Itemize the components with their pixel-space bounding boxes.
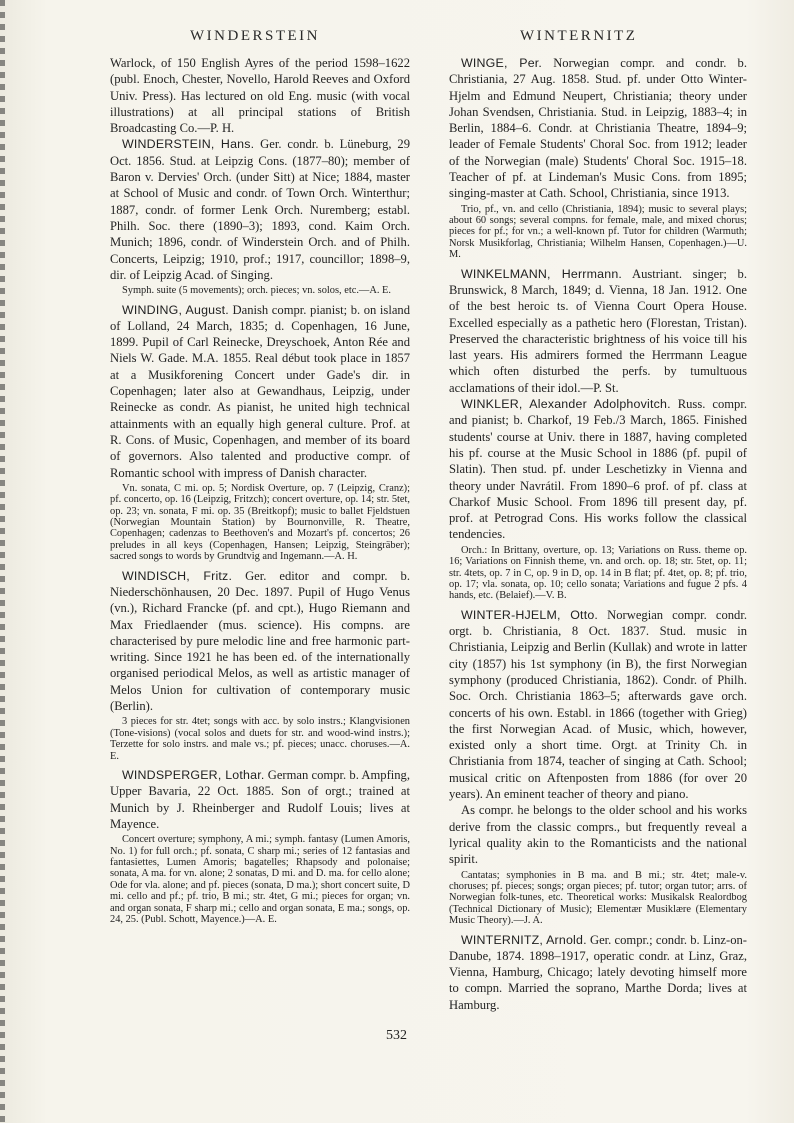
entry-headword: WINDISCH, Fritz. (122, 568, 233, 583)
dictionary-entry (449, 396, 747, 543)
dictionary-entry (110, 767, 410, 832)
entry-text: Ger. condr. b. Lüneburg, 29 Oct. 1856. Stud. at Leipzig Cons. (1877–80); member of Baron v. Dervies' Orch. (under Sitt) at Nice; 1884, master at School of Music and condr. of Town Orch. Winterthur; 1887, condr. of former Lenk Orch. Nuremberg; establ. Philh. Soc. there (1890–3); 1893, cond. Kaim Orch. Munich; 1896, condr. of Winderstein Orch. and of Philh. Concerts, Leipzig; 1910, prof.; 1917, councillor; 1898–9, dir. of Leipzig Acad. of Singing. (110, 137, 411, 282)
entry-text: Ger. editor and compr. b. Niederschönhausen, 20 Dec. 1897. Pupil of Hugo Venus (vn.), Richard Francke (pf. and cpt.), Hugo Riemann and Max Friedlaender (mus. science). His compns. are characterised by pure melodic line and free harmonic part-writing. Since 1921 he has been ed. of the internationally organised periodical Melos, as well as artistic manager of Melos Union for cultivation of contemporary music (Berlin). (110, 568, 410, 714)
page-number: 532 (386, 1028, 407, 1043)
right-column (449, 55, 747, 1013)
entry-text: Norwegian compr. condr. orgt. b. Christiania, 8 Oct. 1837. Stud. music in Christiania, Leipzig and Berlin (Kullak) and wrote in latter city (1857) his 1st symphony (in B), the first Norwegian symphony (produced Christiania, 1862). Condr. of Philh. Soc. Orch. Christiania 1863–5; afterwards gave orch. concerts of his own. Establ. in 1866 (together with Grieg) the first Norwegian Acad. of Music, which, however, existed only a short time. Orgt. at Trinity Ch. in Christiania from 1874, teacher of singing at Cath. School; musical critic on Aftenposten from 1886 (for over 20 years). An eminent teacher of theory and piano. (449, 607, 747, 802)
entry-text: Vn. sonata, C mi. op. 5; Nordisk Overture, op. 7 (Leipzig, Cranz); pf. concerto, op. 16 (Leipzig, Fritzch); concert overture, op. 14; str. 5tet, op. 23; vn. sonata, F mi. op. 35 (Breitkopf); music to ballet Fjeldstuen (Norwegian Mountain Station) by Bournonville, R. Theatre, Copenhagen; cadenzas to Beethoven's and Mozart's pf. concertos; 26 preludes in all keys (Copenhagen, Hansen; Leipzig, Steingräber); sacred songs to words by Grundtvig and Ingemann.—A. H. (110, 482, 410, 563)
works-list (110, 716, 410, 762)
entry-headword: WINDSPERGER, Lothar. (122, 767, 265, 782)
entry-text: Norwegian compr. and condr. b. Christiania, 27 Aug. 1858. Stud. pf. under Otto Winter-Hjelm and Edmund Neupert, Christiania; theory under Johan Svendsen, Christiania. Stud. in Leipzig, 1883–4; in Berlin, 1884–6. Condr. at Christiania Theatre, 1894–9; leader of Female Students' Choral Soc. from 1912; leader of the Norwegian (male) Students' Choral Soc. 1915–18. Teacher of pf. at Lindeman's Music Cons. from 1895; singing-master at Cath. School, Christiania, since 1913. (449, 56, 748, 201)
dictionary-entry (110, 302, 410, 481)
works-list (449, 870, 747, 927)
entry-text: Trio, pf., vn. and cello (Christiania, 1894); music to several plays; about 60 songs; several compns. for female, male, and mixed chorus; pieces for pf.; for vn.; a well-known pf. Tutor for children (Warmuth; Norsk Musikforlag, Christiania; Wilhelm Hansen, Copenhagen.)—U. M. (449, 203, 747, 261)
entry-headword: WINGE, Per. (461, 56, 543, 70)
entry-continuation (110, 55, 410, 136)
running-head-right: WINTERNITZ (520, 28, 638, 44)
entry-text: Concert overture; symphony, A mi.; symph. fantasy (Lumen Amoris, No. 1) for full orch.; pf. sonata, C sharp mi.; series of 12 fantasias and fantasiettes, Lumen Amoris; bagatelles; Rhapsody and polonaise; sonata, A ma. for vn. alone; 2 sonatas, D mi. and D. ma. for cello alone; Ode for vla. alone; and pf. pieces (sonata, D ma.); short concert suite, D mi. cello and pf.; pf. trio, B mi.; str. 4tet, G mi.; pieces for organ; vn. and organ sonata, F sharp mi.; cello and organ sonata, E ma.; songs, op. 24, 25. (Publ. Schott, Mayence.)—A. E. (110, 834, 410, 925)
binding-edge (0, 0, 5, 1123)
works-list (110, 285, 410, 296)
dictionary-entry (449, 55, 747, 202)
entry-headword: WINDING, August. (122, 302, 229, 317)
entry-headword: WINTERNITZ, Arnold. (461, 932, 587, 947)
entry-text: Austriant. singer; b. Brunswick, 8 March, 1849; d. Vienna, 18 Jan. 1912. One of the best heroic ts. of Vienna Court Opera House. Excelled especially as a pathetic hero (Florestan, Tristan). Preserved the characteristic brightness of his voice till his last years. His admirers formed the Herrmann League which often disturbed the perfs. by tumultuous acclamations of their idol.—P. St. (449, 266, 747, 395)
entry-headword: WINDERSTEIN, Hans. (122, 137, 255, 152)
entry-text: As compr. he belongs to the older school and his works derive from the classic comprs., but frequently reveal a lyrical quality akin to the Romanticists and the national spirit. (449, 803, 747, 867)
entry-text: 3 pieces for str. 4tet; songs with acc. by solo instrs.; Klangvisionen (Tone-visions) (vocal solos and duets for str. and wood-wind instrs.); Terzette for solo instrs. and male vs.; pf. pieces; unacc. choruses.—A. E. (110, 716, 410, 762)
works-list (449, 204, 747, 261)
dictionary-entry (449, 607, 747, 803)
entry-headword: WINKLER, Alexander Adolphovitch. (461, 397, 671, 412)
entry-text: Orch.: In Brittany, overture, op. 13; Variations on Russ. theme op. 16; Variations on Finnish theme, vn. and orch. op. 18; str. 5tet, op. 11; str. 4tets, op. 7 in C, op. 9 in D, op. 14 in B flat; pf. 4tet, op. 8; pf. trio, op. 17; vla. sonata, op. 10; cello sonata; Variations and fugue 2 pfs. 4 hands, etc. (Belaief).—V. B. (449, 544, 747, 602)
entry-text: Russ. compr. and pianist; b. Charkof, 19 Feb./3 March, 1865. Finished students' course at Univ. there in 1887, having completed his pf. course at the Music School in 1886 (pf. pupil of Slatin). Then stud. pf. under Leschetizky in Vienna and theory under Navrátil. From 1890–6 prof. of pf. class at Charkof Music School. From 1896 till present day, pf. prof. at Petrograd Cons. His works follow the classical tendencies. (449, 397, 748, 542)
left-column (110, 55, 410, 930)
entry-text: Warlock, of 150 English Ayres of the period 1598–1622 (publ. Enoch, Chester, Novello, Harold Reeves and Oxford Univ. Press). Has lectured on old Eng. music (with vocal illustrations) at all principal stations of British Broadcasting Co.—P. H. (110, 56, 410, 136)
running-head-left: WINDERSTEIN (190, 28, 320, 44)
entry-headword: WINTER-HJELM, Otto. (461, 607, 599, 622)
works-list (110, 834, 410, 925)
dictionary-entry (110, 136, 410, 283)
dictionary-entry (110, 568, 410, 715)
dictionary-entry (449, 266, 747, 396)
dictionary-entry (449, 932, 747, 1013)
works-list (449, 545, 747, 602)
entry-text: Danish compr. pianist; b. on island of Lolland, 24 March, 1835; d. Copenhagen, 16 June, 1899. Pupil of Carl Reinecke, Dreyschoek, Anton Rée and Niels W. Gade. M.A. 1855. Real début took place in 1857 at a Musikforening Concert under Gade's dir. in Copenhagen; later also at Gewandhaus, Leipzig, under Reinecke as condr. As pianist, he united high technical attainments with an equally high general culture. Prof. at R. Cons. of Music, Copenhagen, and member of its board of governors. Also talented and productive compr. of Romantic school with impress of Danish character. (110, 302, 410, 480)
entry-text: Symph. suite (5 movements); orch. pieces; vn. solos, etc.—A. E. (122, 285, 391, 297)
works-list (110, 483, 410, 563)
entry-text: Cantatas; symphonies in B ma. and B mi.; str. 4tet; male-v. choruses; pf. pieces; songs; organ pieces; pf. tutor; organ tutor; arrs. of Norwegian folk-tunes, etc. Theoretical works: Musikalsk Realordbog (Technical Dictionary of Music); Elementær Musiklære (Elementary Music Theory).—J. A. (449, 869, 747, 927)
entry-headword: WINKELMANN, Herrmann. (461, 266, 623, 281)
entry-text: German compr. b. Ampfing, Upper Bavaria, 22 Oct. 1885. Son of orgt.; trained at Munich by J. Rheinberger and Rudolf Louis; lives at Mayence. (110, 767, 411, 831)
entry-paragraph (449, 802, 747, 867)
entry-text: Ger. compr.; condr. b. Linz-on-Danube, 1874. 1898–1917, operatic condr. at Linz, Graz, Vienna, Hamburg, Chicago; lately devoting himself more to compn. Married the soprano, Marthe Dorda; lives at Hamburg. (449, 932, 747, 1012)
